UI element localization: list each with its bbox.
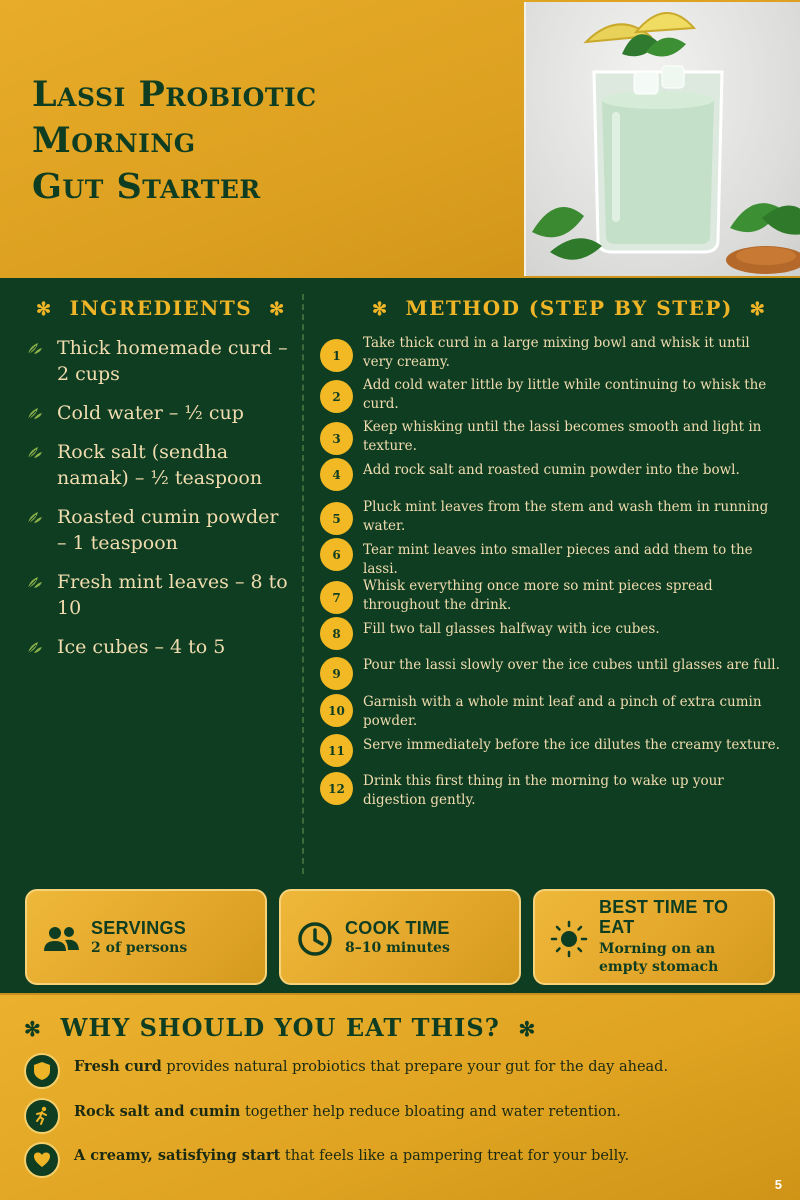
step-text: Keep whisking until the lassi becomes smooth and light in texture. bbox=[363, 419, 762, 454]
leaf-icon bbox=[26, 340, 44, 356]
star-icon: ✻ bbox=[24, 1017, 42, 1041]
method-heading: ✻ METHOD (STEP BY STEP) ✻ bbox=[372, 296, 767, 320]
page-title bbox=[32, 72, 502, 210]
page-number: 5 bbox=[774, 1177, 782, 1192]
clock-icon bbox=[295, 919, 335, 959]
step-text: Tear mint leaves into smaller pieces and add them to the lassi. bbox=[363, 542, 753, 577]
why-heading: ✻ WHY SHOULD YOU EAT THIS? ✻ bbox=[24, 1013, 537, 1042]
benefit-item bbox=[24, 1053, 784, 1089]
step-number-badge: 9 bbox=[320, 657, 353, 690]
step-number-badge: 4 bbox=[320, 458, 353, 491]
step-text: Drink this first thing in the morning to wake up your digestion gently. bbox=[363, 773, 724, 808]
servings-card bbox=[25, 889, 267, 985]
step-text: Take thick curd in a large mixing bowl and whisk it until very creamy. bbox=[363, 335, 750, 370]
ingredient-item: Cold water – ½ cup bbox=[26, 400, 292, 426]
cook-time-value: 8–10 minutes bbox=[345, 940, 450, 956]
benefit-text: Rock salt and cumin together help reduce bloating and water retention. bbox=[74, 1103, 621, 1120]
step-number-badge: 6 bbox=[320, 538, 353, 571]
ingredient-item: Rock salt (sendha namak) – ½ teaspoon bbox=[26, 439, 292, 491]
leaf-icon bbox=[26, 639, 44, 655]
benefit-item bbox=[24, 1142, 784, 1178]
people-icon bbox=[41, 919, 81, 959]
step-text: Garnish with a whole mint leaf and a pinch of extra cumin powder. bbox=[363, 694, 762, 729]
step-number-badge: 8 bbox=[320, 617, 353, 650]
lassi-glass-illustration bbox=[526, 2, 800, 276]
heart-icon bbox=[24, 1142, 60, 1178]
cook-time-card bbox=[279, 889, 521, 985]
header-banner bbox=[0, 0, 800, 278]
cook-time-title: COOK TIME bbox=[345, 918, 450, 938]
star-icon: ✻ bbox=[518, 1017, 537, 1041]
ingredient-item: Roasted cumin powder – 1 teaspoon bbox=[26, 504, 292, 556]
servings-title: SERVINGS bbox=[91, 918, 187, 938]
benefit-item bbox=[24, 1098, 784, 1134]
step-number-badge: 2 bbox=[320, 380, 353, 413]
servings-value: 2 of persons bbox=[91, 940, 188, 956]
leaf-icon bbox=[26, 509, 44, 525]
step-text: Whisk everything once more so mint pieces spread throughout the drink. bbox=[363, 578, 713, 613]
ingredient-item: Thick homemade curd – 2 cups bbox=[26, 335, 292, 387]
ingredient-item: Fresh mint leaves – 8 to 10 bbox=[26, 569, 292, 621]
star-icon: ✻ bbox=[372, 299, 389, 320]
step-number-badge: 11 bbox=[320, 734, 353, 767]
benefit-text: Fresh curd provides natural probiotics that prepare your gut for the day ahead. bbox=[74, 1058, 669, 1075]
step-number-badge: 3 bbox=[320, 422, 353, 455]
star-icon: ✻ bbox=[36, 299, 53, 320]
step-number-badge: 1 bbox=[320, 339, 353, 372]
shield-icon bbox=[24, 1053, 60, 1089]
column-divider bbox=[302, 294, 304, 874]
step-number-badge: 12 bbox=[320, 772, 353, 805]
step-text: Add cold water little by little while continuing to whisk the curd. bbox=[363, 377, 767, 412]
title-line-2: Morning bbox=[32, 120, 196, 161]
step-text: Add rock salt and roasted cumin powder into the bowl. bbox=[363, 462, 740, 478]
best-time-card bbox=[533, 889, 775, 985]
why-section bbox=[0, 993, 800, 1200]
leaf-icon bbox=[26, 574, 44, 590]
recipe-content bbox=[0, 278, 800, 993]
step-number-badge: 5 bbox=[320, 502, 353, 535]
sun-icon bbox=[549, 919, 589, 959]
benefit-text: A creamy, satisfying start that feels like a pampering treat for your belly. bbox=[74, 1147, 630, 1164]
star-icon: ✻ bbox=[269, 299, 286, 320]
leaf-icon bbox=[26, 405, 44, 421]
step-text: Pour the lassi slowly over the ice cubes until glasses are full. bbox=[363, 657, 780, 673]
step-text: Fill two tall glasses halfway with ice cubes. bbox=[363, 621, 660, 637]
ingredients-list bbox=[26, 335, 292, 673]
title-line-1: Lassi Probiotic bbox=[32, 74, 317, 115]
star-icon: ✻ bbox=[749, 299, 767, 320]
ingredients-heading: ✻ INGREDIENTS ✻ bbox=[36, 296, 286, 320]
best-time-title: BEST TIME TO EAT bbox=[599, 897, 729, 937]
running-person-icon bbox=[24, 1098, 60, 1134]
step-text: Serve immediately before the ice dilutes the creamy texture. bbox=[363, 737, 780, 753]
ingredient-item: Ice cubes – 4 to 5 bbox=[26, 634, 292, 660]
step-text: Pluck mint leaves from the stem and wash them in running water. bbox=[363, 499, 769, 534]
step-number-badge: 10 bbox=[320, 694, 353, 727]
leaf-icon bbox=[26, 444, 44, 460]
title-line-3: Gut Starter bbox=[32, 166, 261, 207]
best-time-value: Morning on an empty stomach bbox=[599, 941, 719, 975]
step-number-badge: 7 bbox=[320, 581, 353, 614]
lassi-photo bbox=[524, 2, 800, 276]
